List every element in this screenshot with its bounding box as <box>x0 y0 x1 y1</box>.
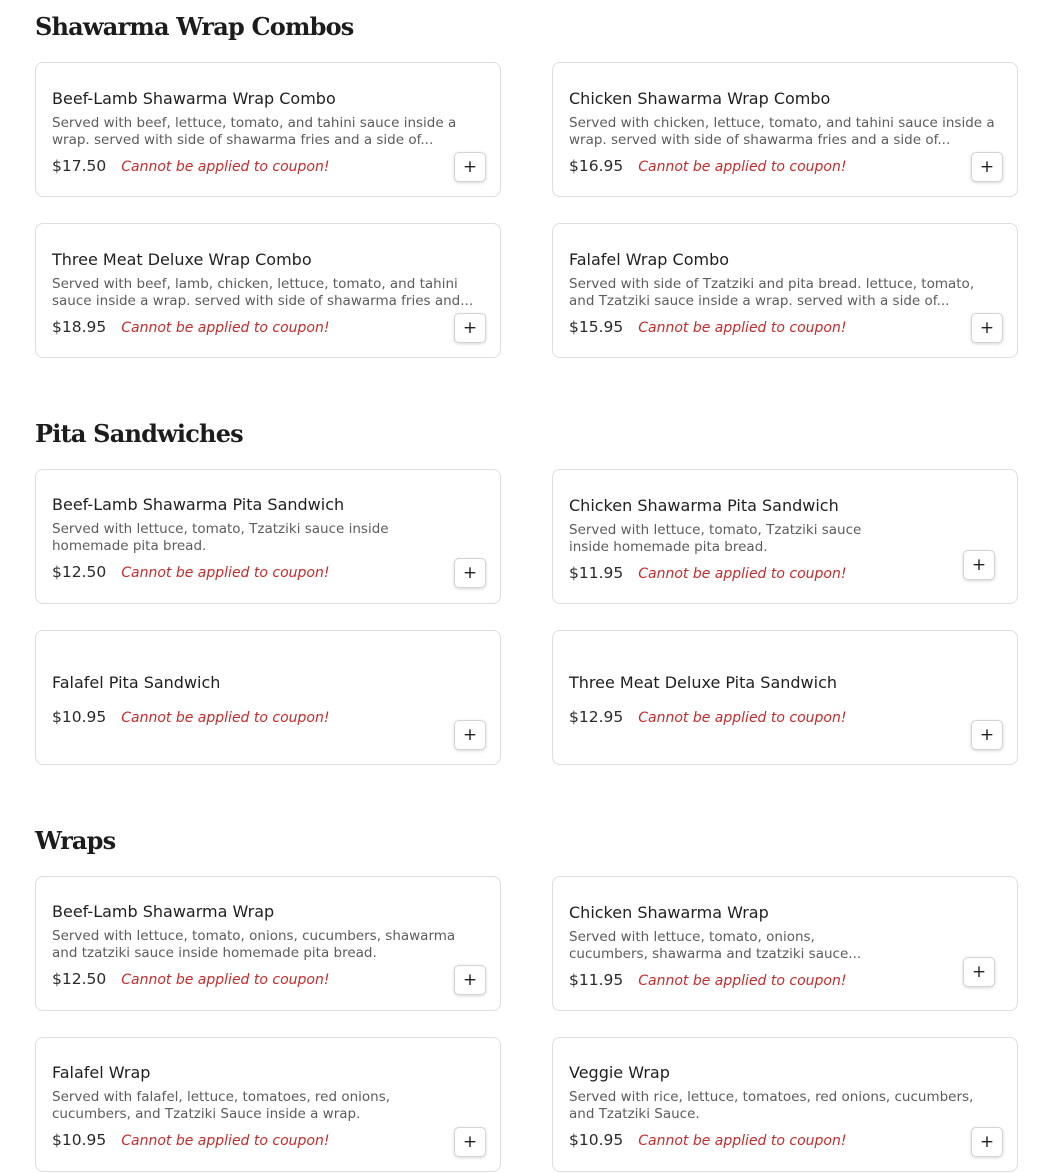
item-price-row <box>52 969 329 990</box>
item-price: $10.95 <box>52 1131 107 1149</box>
item-price-row <box>569 317 846 338</box>
plus-icon: + <box>971 961 987 982</box>
item-description: Served with lettuce, tomato, onions, cucumbers, shawarma and tzatziki sauce... <box>569 929 862 962</box>
item-description: Served with side of Tzatziki and pita bread. lettuce, tomato, and Tzatziki sauce inside a wrap. served with a side of... <box>569 276 975 309</box>
item-name: Three Meat Deluxe Pita Sandwich <box>569 673 838 692</box>
item-price: $10.95 <box>569 1131 624 1149</box>
menu-item-card[interactable] <box>552 469 1018 604</box>
plus-icon: + <box>462 156 478 177</box>
menu-item-card[interactable] <box>552 223 1018 358</box>
add-item-button[interactable] <box>963 550 995 580</box>
item-price-row <box>52 156 329 177</box>
coupon-note: Cannot be applied to coupon! <box>638 710 847 726</box>
menu-item-card[interactable] <box>35 1037 501 1172</box>
item-price-row <box>569 707 846 728</box>
add-item-button[interactable] <box>971 1127 1003 1157</box>
coupon-note: Cannot be applied to coupon! <box>121 320 330 336</box>
item-name: Falafel Pita Sandwich <box>52 673 221 692</box>
coupon-note: Cannot be applied to coupon! <box>638 566 847 582</box>
item-description: Served with chicken, lettuce, tomato, and tahini sauce inside a wrap. served with side of shawarma fries and a side of... <box>569 115 995 148</box>
coupon-note: Cannot be applied to coupon! <box>121 972 330 988</box>
menu-item-card[interactable] <box>35 469 501 604</box>
plus-icon: + <box>979 724 995 745</box>
item-price-row <box>52 562 329 583</box>
add-item-button[interactable] <box>454 558 486 588</box>
item-price: $11.95 <box>569 564 624 582</box>
add-item-button[interactable] <box>971 313 1003 343</box>
item-price-row <box>569 563 846 584</box>
plus-icon: + <box>462 1131 478 1152</box>
item-price: $12.95 <box>569 708 624 726</box>
coupon-note: Cannot be applied to coupon! <box>638 159 847 175</box>
item-price-row <box>52 1130 329 1151</box>
menu-item-card[interactable] <box>35 223 501 358</box>
item-price-row <box>569 156 846 177</box>
menu-item-card[interactable] <box>35 62 501 197</box>
item-price: $10.95 <box>52 708 107 726</box>
item-price-row <box>52 317 329 338</box>
menu-item-card[interactable] <box>552 62 1018 197</box>
item-price: $12.50 <box>52 970 107 988</box>
item-name: Falafel Wrap <box>52 1063 151 1082</box>
menu-item-card[interactable] <box>35 630 501 765</box>
plus-icon: + <box>462 724 478 745</box>
item-description: Served with rice, lettuce, tomatoes, red onions, cucumbers, and Tzatziki Sauce. <box>569 1089 974 1122</box>
item-name: Beef-Lamb Shawarma Wrap Combo <box>52 89 336 108</box>
add-item-button[interactable] <box>454 1127 486 1157</box>
item-description: Served with lettuce, tomato, onions, cucumbers, shawarma and tzatziki sauce inside homemade pita bread. <box>52 928 456 961</box>
item-price-row <box>569 1130 846 1151</box>
item-description: Served with beef, lamb, chicken, lettuce, tomato, and tahini sauce inside a wrap. served with side of shawarma fries and... <box>52 276 474 309</box>
item-name: Chicken Shawarma Wrap Combo <box>569 89 831 108</box>
plus-icon: + <box>971 554 987 575</box>
item-name: Falafel Wrap Combo <box>569 250 730 269</box>
plus-icon: + <box>979 156 995 177</box>
item-price: $15.95 <box>569 318 624 336</box>
item-price: $16.95 <box>569 157 624 175</box>
coupon-note: Cannot be applied to coupon! <box>638 973 847 989</box>
item-name: Beef-Lamb Shawarma Pita Sandwich <box>52 495 345 514</box>
coupon-note: Cannot be applied to coupon! <box>638 320 847 336</box>
add-item-button[interactable] <box>454 152 486 182</box>
add-item-button[interactable] <box>963 957 995 987</box>
add-item-button[interactable] <box>971 720 1003 750</box>
coupon-note: Cannot be applied to coupon! <box>638 1133 847 1149</box>
section-title-pita-sandwiches: Pita Sandwiches <box>35 419 243 448</box>
item-price-row <box>52 707 329 728</box>
coupon-note: Cannot be applied to coupon! <box>121 710 330 726</box>
item-description: Served with falafel, lettuce, tomatoes, red onions, cucumbers, and Tzatziki Sauce inside a wrap. <box>52 1089 391 1122</box>
item-name: Three Meat Deluxe Wrap Combo <box>52 250 312 269</box>
item-name: Beef-Lamb Shawarma Wrap <box>52 902 275 921</box>
menu-item-card[interactable] <box>552 630 1018 765</box>
item-description: Served with lettuce, tomato, Tzatziki sauce inside homemade pita bread. <box>569 522 862 555</box>
item-price: $12.50 <box>52 563 107 581</box>
add-item-button[interactable] <box>454 313 486 343</box>
plus-icon: + <box>462 969 478 990</box>
menu-item-card[interactable] <box>35 876 501 1011</box>
item-description: Served with beef, lettuce, tomato, and tahini sauce inside a wrap. served with side of shawarma fries and a side of... <box>52 115 457 148</box>
menu-item-card[interactable] <box>552 876 1018 1011</box>
item-name: Chicken Shawarma Pita Sandwich <box>569 496 839 515</box>
plus-icon: + <box>979 1131 995 1152</box>
item-name: Veggie Wrap <box>569 1063 670 1082</box>
coupon-note: Cannot be applied to coupon! <box>121 565 330 581</box>
section-title-shawarma-wrap-combos: Shawarma Wrap Combos <box>35 12 354 41</box>
menu-item-card[interactable] <box>552 1037 1018 1172</box>
plus-icon: + <box>462 317 478 338</box>
item-price: $18.95 <box>52 318 107 336</box>
add-item-button[interactable] <box>454 720 486 750</box>
add-item-button[interactable] <box>454 965 486 995</box>
item-price: $17.50 <box>52 157 107 175</box>
item-price: $11.95 <box>569 971 624 989</box>
item-description: Served with lettuce, tomato, Tzatziki sauce inside homemade pita bread. <box>52 521 389 554</box>
coupon-note: Cannot be applied to coupon! <box>121 159 330 175</box>
add-item-button[interactable] <box>971 152 1003 182</box>
plus-icon: + <box>462 562 478 583</box>
section-title-wraps: Wraps <box>35 826 116 855</box>
plus-icon: + <box>979 317 995 338</box>
item-name: Chicken Shawarma Wrap <box>569 903 769 922</box>
item-price-row <box>569 970 846 991</box>
coupon-note: Cannot be applied to coupon! <box>121 1133 330 1149</box>
